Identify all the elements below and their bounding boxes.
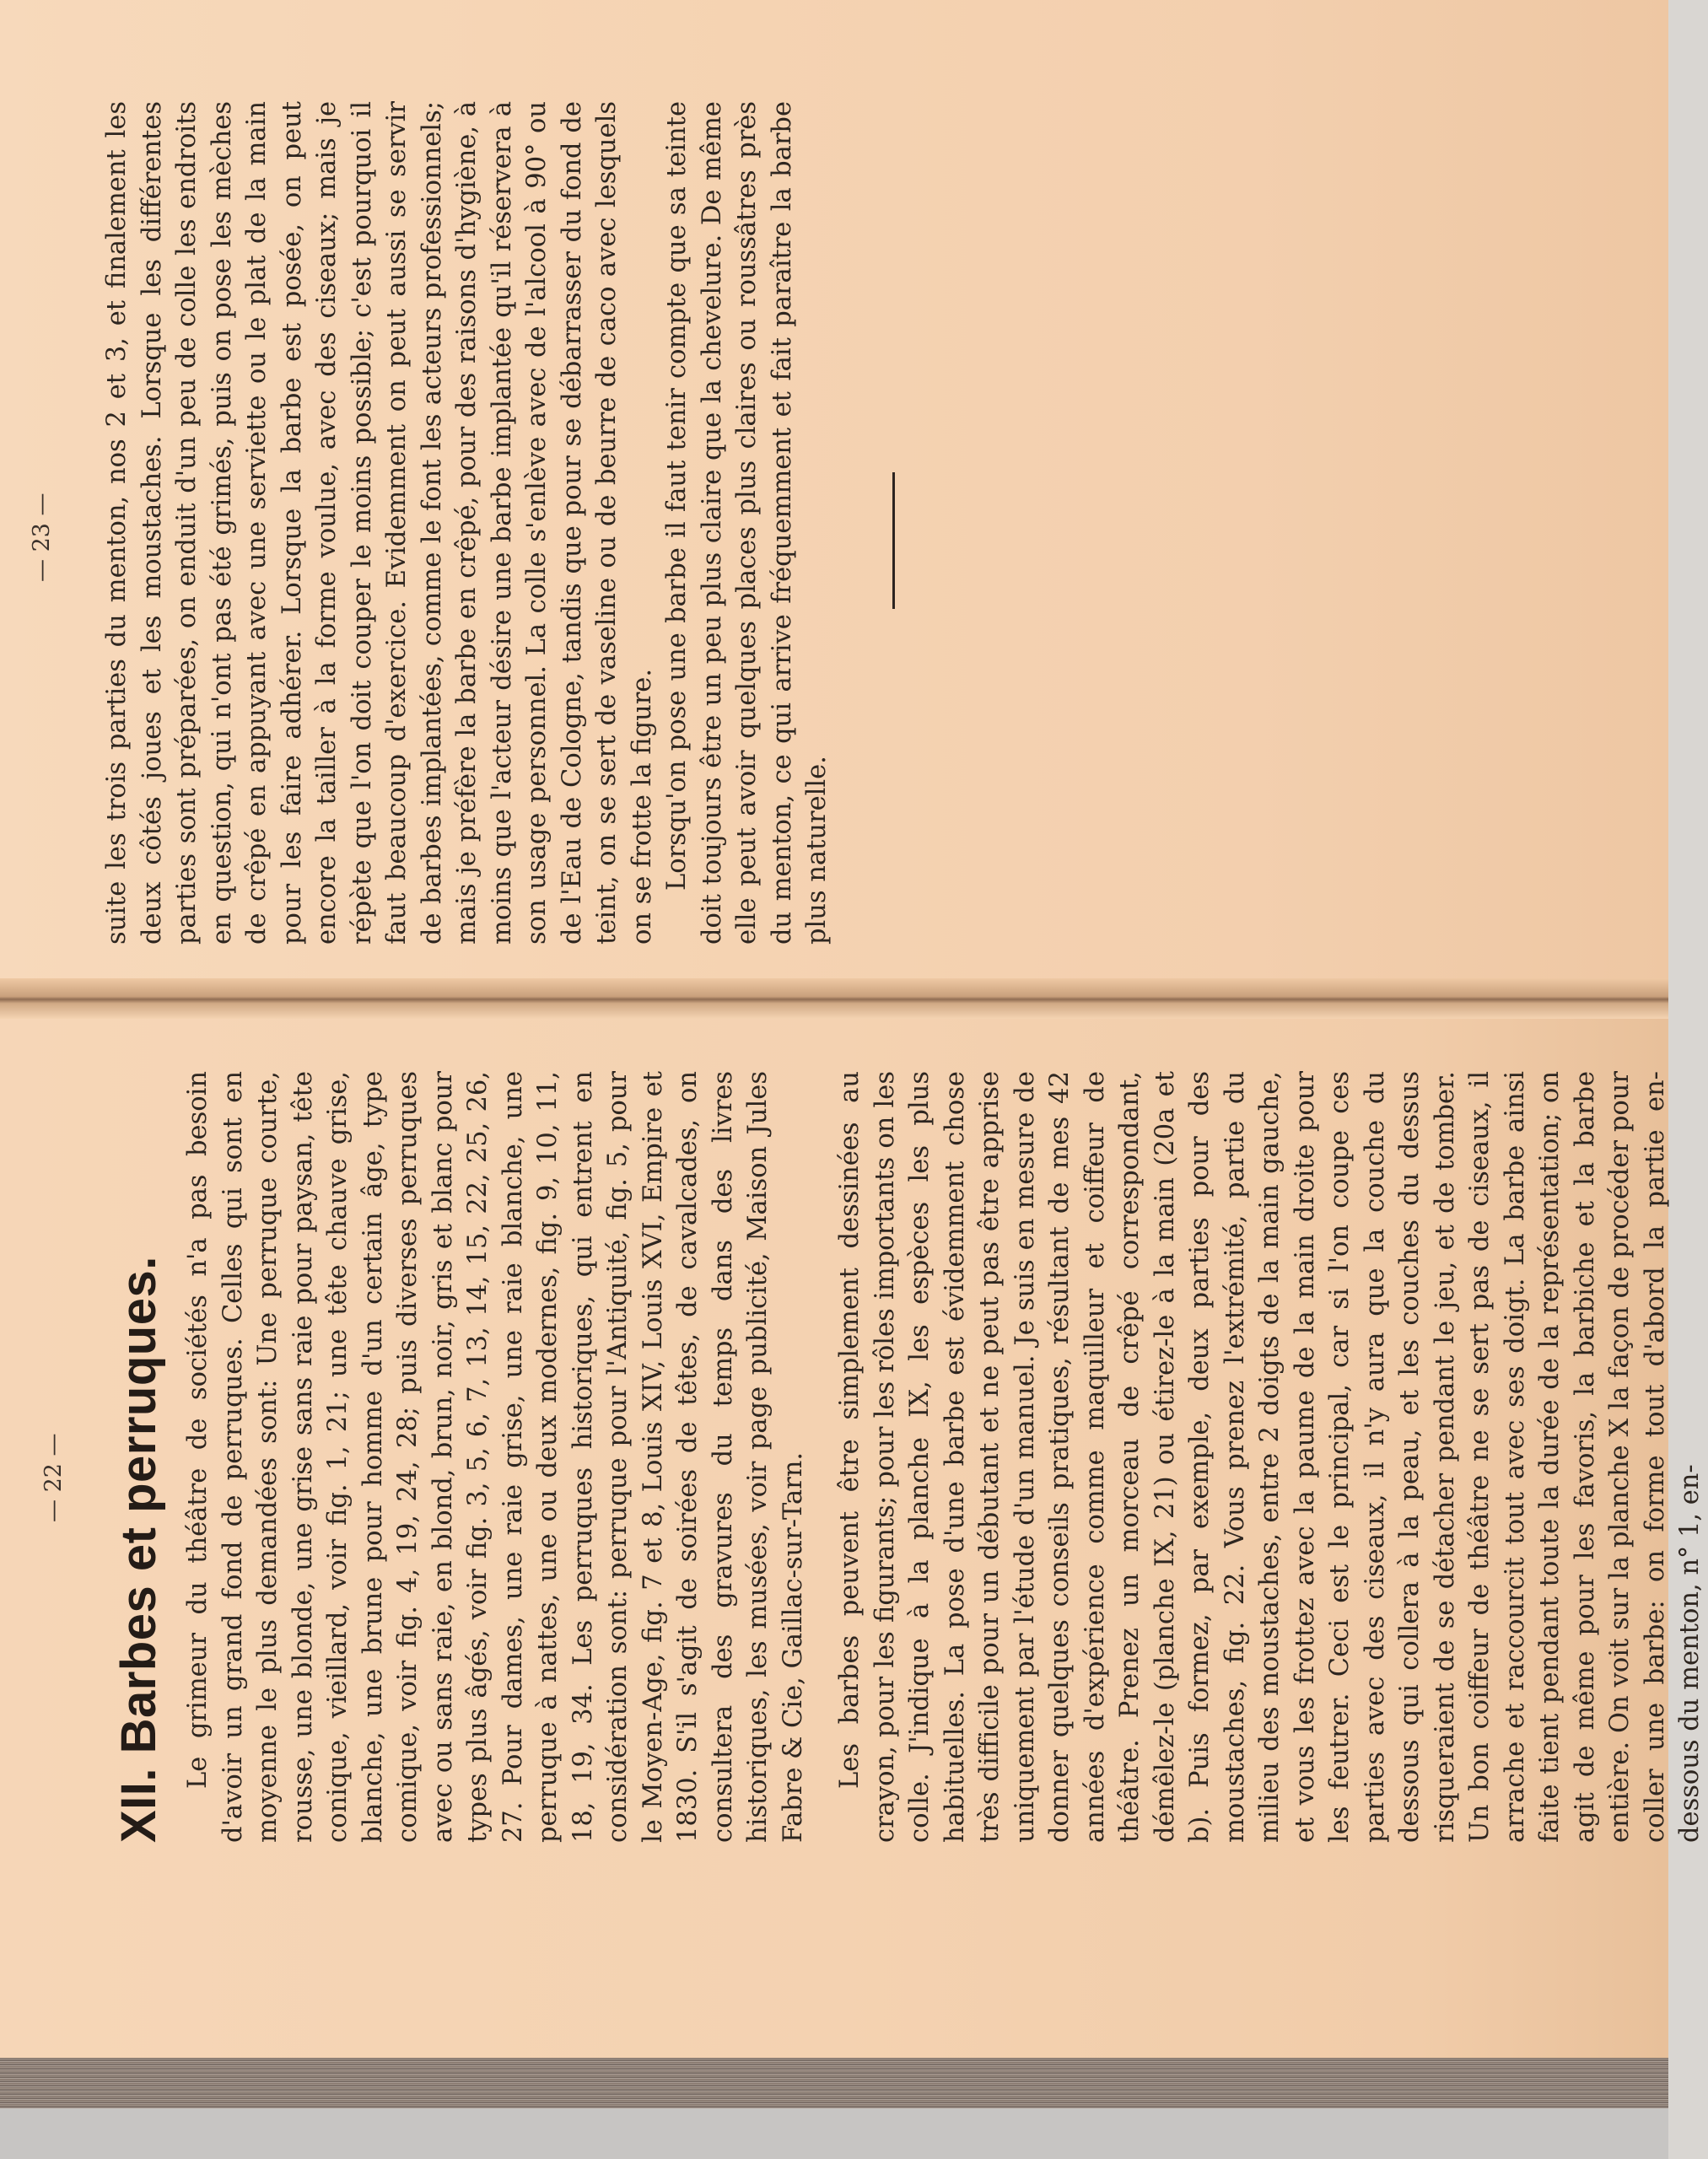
background-surface [0,2108,1668,2159]
section-end-rule [892,472,895,609]
page-23-paragraph-2: Lorsqu'on pose une barbe il faut tenir compte que sa teinte doit toujours être un peu plus claire que la chevelure. De même elle peut avoir quelques places plus claires ou roussâtres près du menton, ce qui arrive fréquemment et fait paraître la barbe plus naturelle. [662,101,832,945]
page-22-paragraph-1: Le grimeur du théâtre de sociétés n'a pas besoin d'avoir un grand fond de perruques. Celles qui sont en moyenne le plus demandées sont: Une perruque courte, rousse, une blonde, une grise sans raie pour paysan, tête conique, vieillard, voir fig. 1, 21; une tête chauve grise, blanche, une brune pour homme d'un certain âge, type comique, voir fig. 4, 19, 24, 28; puis diverses perruques avec ou sans raie, en blond, brun, noir, gris et blanc pour types plus âgés, voir fig. 3, 5, 6, 7, 13, 14, 15, 22, 25, 26, 27. Pour dames, une raie grise, une raie blanche, une perruque à nattes, une ou deux modernes, fig. 9, 10, 11, 18, 19, 34. Les perruques historiques, qui entrent en considération sont: perruque pour l'Antiquité, fig. 5, pour le Moyen-Age, fig. 7 et 8, Louis XIV, Louis XVI, Empire et 1830. S'il s'agit de soirées de têtes, de cavalcades, on consultera des gravures du temps dans des livres historiques, les musées, voir page publicité, Maison Jules Fabre & Cie, Gaillac-sur-Tarn. [183,1071,808,1843]
page-number-22: — 22 — [40,1433,67,1522]
paragraph-gap [811,1071,832,1843]
page-number-23: — 23 — [29,493,55,582]
page-edges [0,2058,1668,2108]
page-23-text-column [100,101,835,945]
book-gutter [0,978,1668,1019]
page-23-paragraph-1: suite les trois parties du menton, nos 2 et 3, et finalement les deux côtés joues et les moustaches. Lorsque les différentes parties sont préparées, on enduit d'un peu de colle les endroits en question, qui n'ont pas été grimés, puis on pose les mèches de crêpé en appuyant avec une serviette ou le plat de la main pour les faire adhérer. Lorsque la barbe est posée, on peut encore la tailler à la forme voulue, avec des ciseaux; mais je répète que l'on doit couper le moins possible; c'est pourquoi il faut beaucoup d'exercice. Evidemment on peut aussi se servir de barbes implantées, comme le font les acteurs professionnels; mais je préfère la barbe en crêpé, pour des raisons d'hygiène, à moins que l'acteur désire une barbe implantée qu'il réservera à son usage personnel. La colle s'enlève avec de l'alcool à 90° ou de l'Eau de Cologne, tandis que pour se débarrasser du fond de teint, on se sert de vaseline ou de beurre de caco avec lesquels on se frotte la figure. [102,101,657,945]
page-22-paragraph-2: Les barbes peuvent être simplement dessinées au crayon, pour les figurants; pour les rôles importants on les colle. J'indique à la planche IX, les espèces les plus habituelles. La pose d'une barbe est évidemment chose très difficile pour un débutant et ne peut pas être apprise uniquement par l'étude d'un manuel. Je suis en mesure de donner quelques conseils pratiques, résultant de mes 42 années d'expérience comme maquilleur et coiffeur de théâtre. Prenez un morceau de crêpé correspondant, démêlez-le (planche IX, 21) ou étirez-le à la main (20a et b). Puis formez, par exemple, deux parties pour des moustaches, fig. 22. Vous prenez l'extrémité, partie du milieu des moustaches, entre 2 doigts de la main gauche, et vous les frottez avec la paume de la main droite pour les feutrer. Ceci est le principal, car si l'on coupe ces parties avec des ciseaux, il n'y aura que la couche du dessous qui collera à la peau, et les couches du dessus risqueraient de se détacher pendant le jeu, et de tomber. Un bon coiffeur de théâtre ne se sert pas de ciseaux, il arrache et raccourcit tout avec ses doigt. La barbe ainsi faite tient pendant toute la durée de la représentation; on agit de même pour les favoris, la barbiche et la barbe entière. On voit sur la planche X la façon de procéder pour coller une barbe: on forme tout d'abord la partie en-dessous du menton, n° 1, en- [835,1071,1705,1843]
page-22-text-column [110,1071,1708,1843]
chapter-heading: XII. Barbes et perruques. [111,1256,166,1843]
